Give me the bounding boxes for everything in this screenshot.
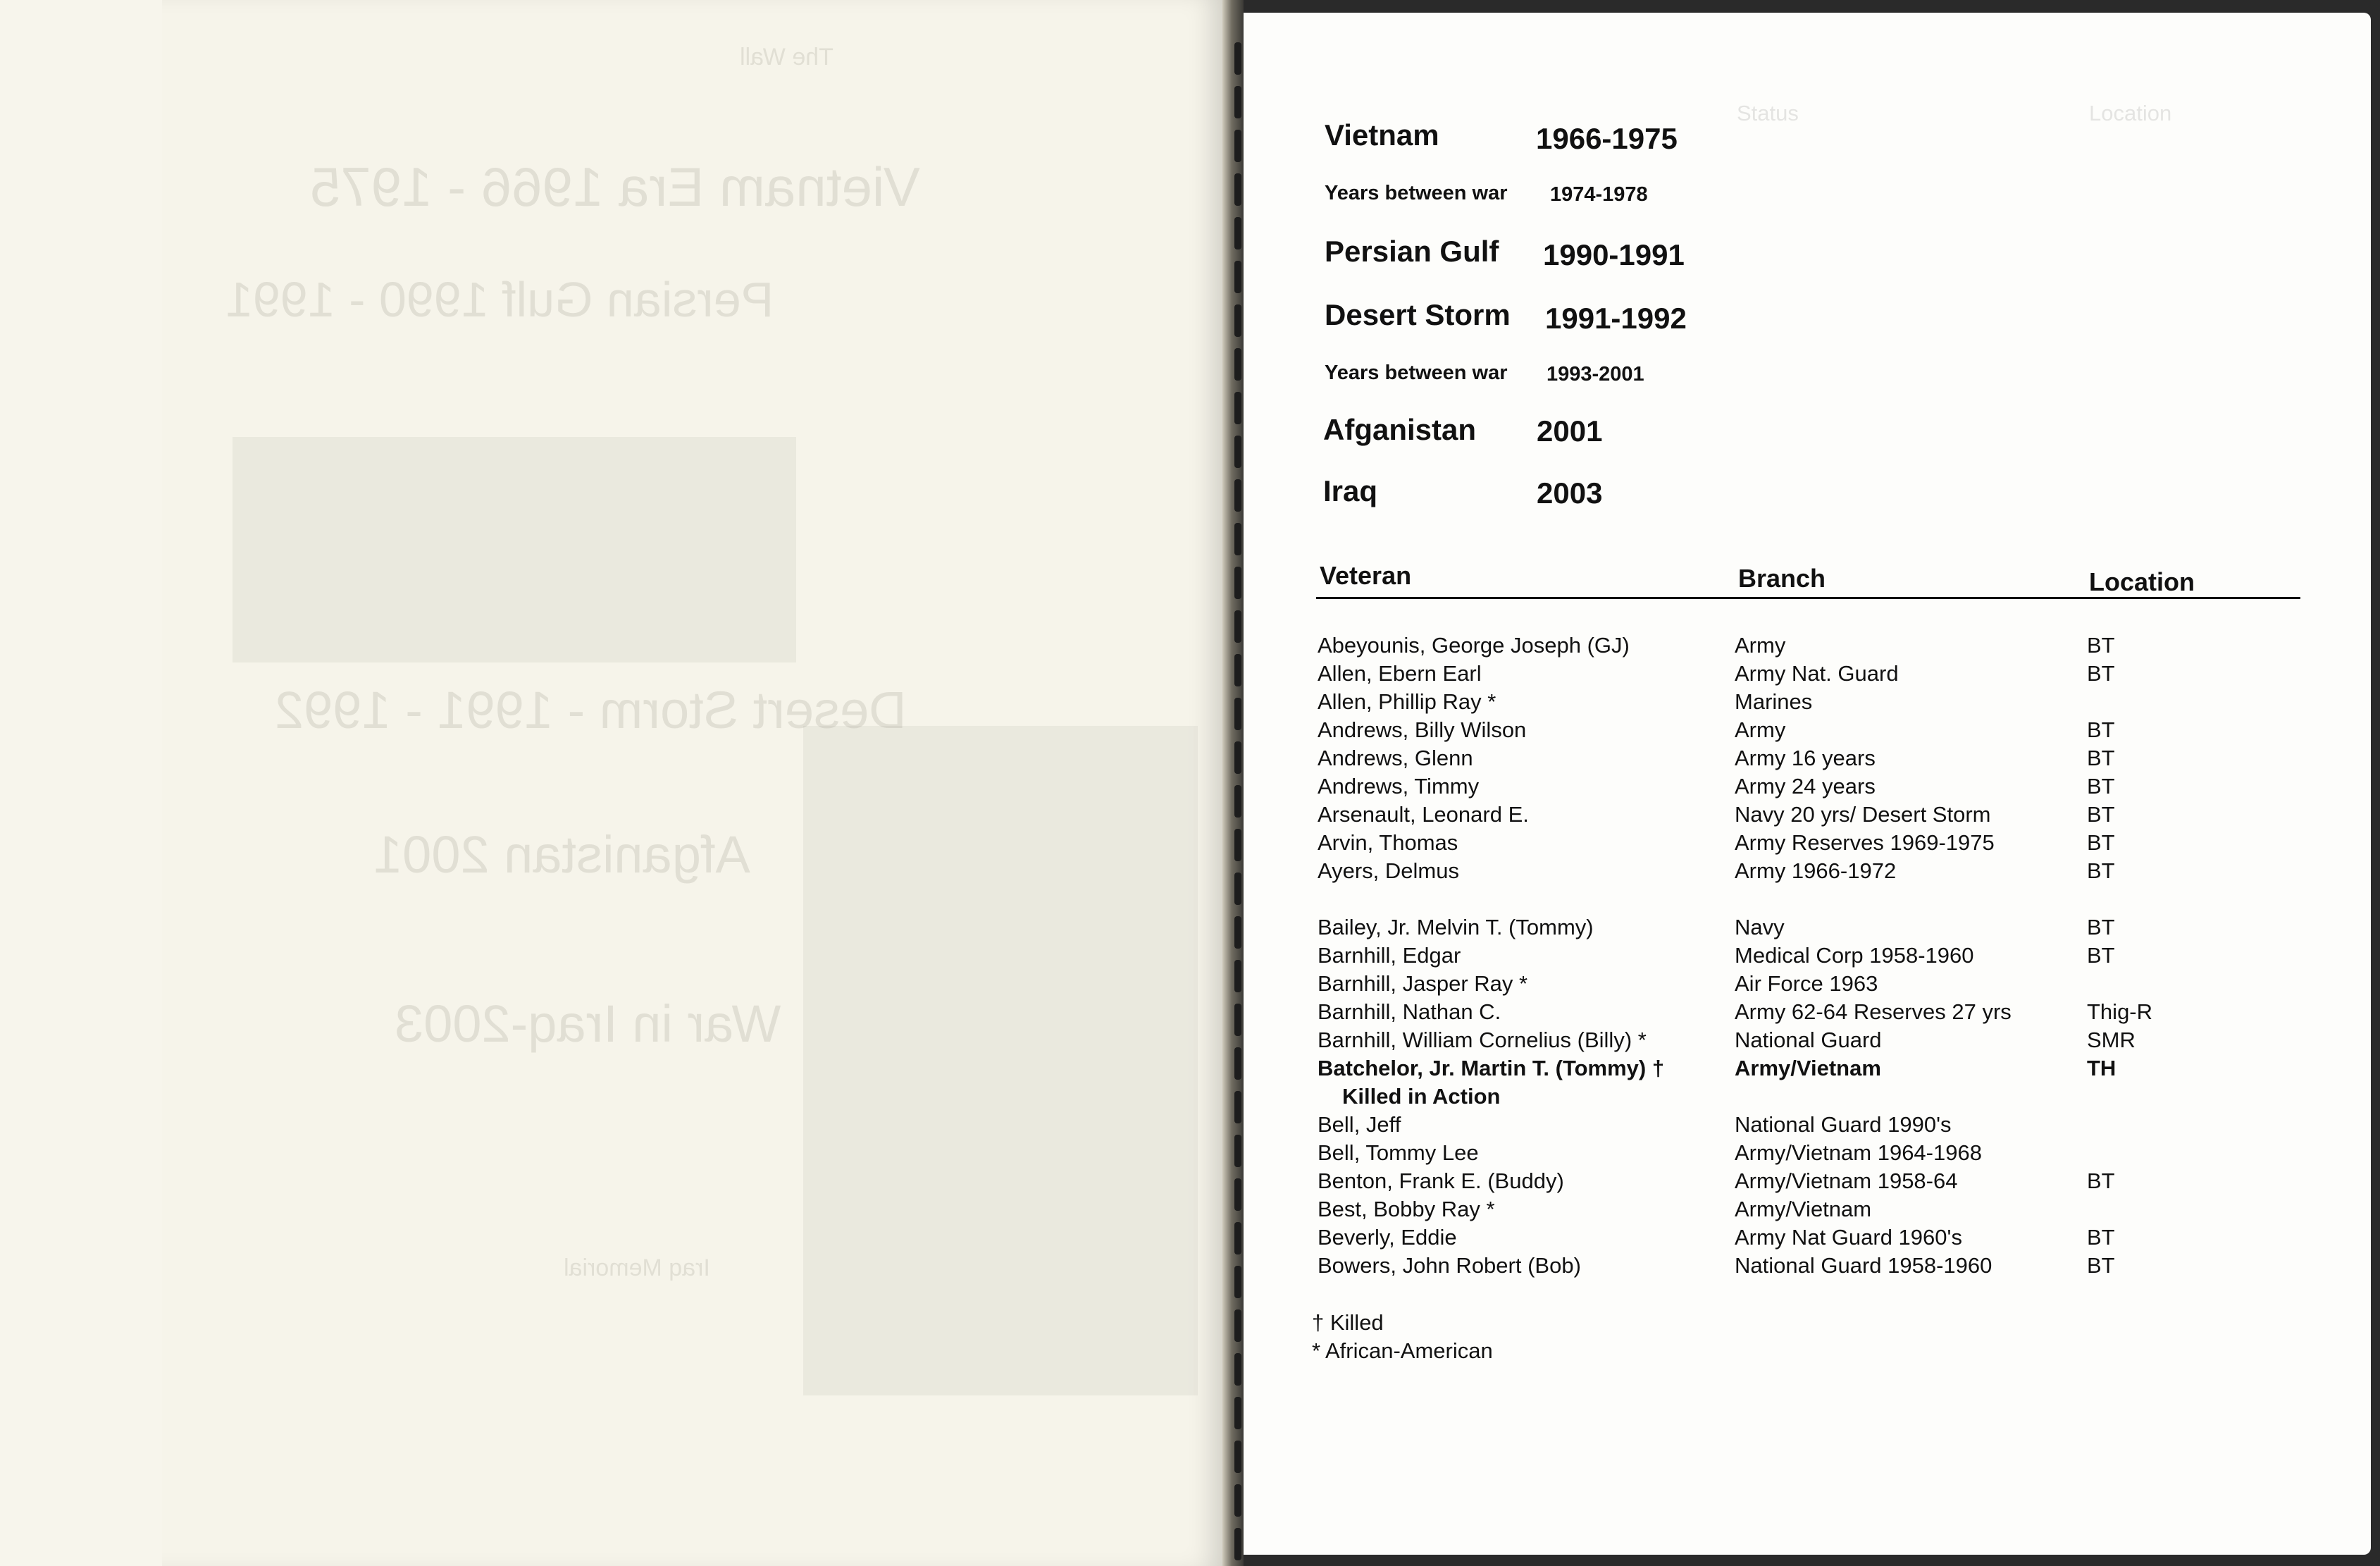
cell-location: BT	[2087, 661, 2115, 686]
binding-coil	[1234, 130, 1241, 162]
cell-veteran: Abeyounis, George Joseph (GJ)	[1318, 633, 1630, 658]
cell-location: BT	[2087, 774, 2115, 799]
binding-coil	[1234, 1178, 1241, 1211]
binding-coil	[1234, 173, 1241, 206]
cell-veteran: Barnhill, Edgar	[1318, 943, 1461, 968]
cell-branch: Navy 20 yrs/ Desert Storm	[1735, 802, 1991, 827]
binding-coil	[1234, 42, 1241, 75]
era-years: 1966-1975	[1536, 122, 1678, 155]
legend-african-american: * African-American	[1312, 1338, 1493, 1363]
cell-branch: Marines	[1735, 689, 1813, 714]
cell-veteran: Barnhill, Jasper Ray *	[1318, 971, 1528, 996]
binding-coil	[1234, 261, 1241, 293]
era-name: Iraq	[1323, 474, 1378, 507]
ghost-text: The Wall	[740, 44, 833, 70]
binding-coil	[1234, 392, 1241, 424]
header-rule	[1316, 597, 2300, 599]
cell-branch: Army/Vietnam 1964-1968	[1735, 1140, 1982, 1165]
binding-coil	[1234, 217, 1241, 249]
binding-coil	[1234, 304, 1241, 337]
binding-coil	[1234, 698, 1241, 730]
binding-coil	[1234, 348, 1241, 381]
binding-coil	[1234, 654, 1241, 686]
binding-coil	[1234, 479, 1241, 512]
legend-killed: † Killed	[1312, 1310, 1384, 1335]
era-name: Afganistan	[1323, 413, 1477, 446]
cell-veteran: Benton, Frank E. (Buddy)	[1318, 1169, 1564, 1193]
cell-veteran: Batchelor, Jr. Martin T. (Tommy) †	[1318, 1056, 1665, 1080]
cell-veteran: Bailey, Jr. Melvin T. (Tommy)	[1318, 915, 1594, 939]
cell-location: BT	[2087, 717, 2115, 742]
column-header-veteran: Veteran	[1320, 561, 1412, 590]
cell-branch: Army 24 years	[1735, 774, 1876, 799]
binding-coil	[1234, 785, 1241, 818]
cell-branch: Army Nat. Guard	[1735, 661, 1899, 686]
cell-location: BT	[2087, 633, 2115, 658]
era-years: 2001	[1537, 414, 1603, 448]
binding-coil	[1234, 1047, 1241, 1080]
cell-branch: National Guard 1990's	[1735, 1112, 1952, 1137]
binding-coil	[1234, 567, 1241, 599]
cell-branch: Navy	[1735, 915, 1785, 939]
page-edge	[0, 0, 51, 1566]
cell-location: TH	[2087, 1056, 2116, 1080]
column-header-location: Location	[2089, 567, 2195, 596]
binding-coil	[1234, 523, 1241, 555]
cell-location: BT	[2087, 1225, 2115, 1250]
cell-branch: Army/Vietnam 1958-64	[1735, 1169, 1958, 1193]
cell-branch: Army	[1735, 717, 1786, 742]
ghost-photo	[803, 726, 1198, 1395]
era-name: Vietnam	[1325, 118, 1439, 152]
cell-branch: National Guard 1958-1960	[1735, 1253, 1992, 1278]
cell-branch: Air Force 1963	[1735, 971, 1878, 996]
cell-veteran: Andrews, Timmy	[1318, 774, 1480, 799]
cell-location: BT	[2087, 943, 2115, 968]
cell-veteran: Allen, Phillip Ray *	[1318, 689, 1496, 714]
cell-location: BT	[2087, 915, 2115, 939]
cell-location: BT	[2087, 1169, 2115, 1193]
ghost-photo	[233, 437, 796, 662]
binding-coil	[1234, 1309, 1241, 1342]
binding-coil	[1234, 1004, 1241, 1036]
era-name: Persian Gulf	[1325, 235, 1499, 268]
cell-veteran: Killed in Action	[1342, 1084, 1501, 1109]
binding-coil	[1234, 1266, 1241, 1298]
cell-branch: Army Reserves 1969-1975	[1735, 830, 1995, 855]
cell-location: BT	[2087, 830, 2115, 855]
cell-veteran: Arvin, Thomas	[1318, 830, 1458, 855]
cell-veteran: Barnhill, William Cornelius (Billy) *	[1318, 1028, 1647, 1052]
binding-coil	[1234, 916, 1241, 949]
cell-location: BT	[2087, 858, 2115, 883]
cell-branch: Army	[1735, 633, 1786, 658]
cell-veteran: Bowers, John Robert (Bob)	[1318, 1253, 1581, 1278]
binding-coil	[1234, 1441, 1241, 1473]
binding-coil	[1234, 1353, 1241, 1386]
ghost-text: Location	[2089, 101, 2172, 125]
binding-coil	[1234, 1222, 1241, 1254]
cell-branch: Army 62-64 Reserves 27 yrs	[1735, 999, 2012, 1024]
era-name: Years between war	[1325, 182, 1508, 204]
cell-veteran: Bell, Tommy Lee	[1318, 1140, 1479, 1165]
column-header-branch: Branch	[1738, 564, 1826, 593]
cell-location: BT	[2087, 1253, 2115, 1278]
ghost-text: Iraq Memorial	[564, 1254, 710, 1281]
era-years: 1990-1991	[1543, 238, 1685, 271]
ghost-text: Persian Gulf 1990 - 1991	[225, 272, 774, 327]
cell-branch: Army Nat Guard 1960's	[1735, 1225, 1962, 1250]
page-edge	[92, 0, 163, 1566]
era-name: Desert Storm	[1325, 298, 1511, 331]
era-name: Years between war	[1325, 362, 1508, 384]
ghost-text: Status	[1737, 101, 1799, 125]
binding-coil	[1234, 1091, 1241, 1123]
right-page	[1244, 13, 2371, 1555]
ghost-text: War in Iraq-2003	[395, 994, 781, 1053]
cell-veteran: Allen, Ebern Earl	[1318, 661, 1482, 686]
cell-veteran: Bell, Jeff	[1318, 1112, 1401, 1137]
cell-veteran: Andrews, Glenn	[1318, 746, 1473, 770]
cell-veteran: Barnhill, Nathan C.	[1318, 999, 1501, 1024]
cell-branch: Medical Corp 1958-1960	[1735, 943, 1974, 968]
cell-branch: Army 1966-1972	[1735, 858, 1897, 883]
binding-coil	[1234, 610, 1241, 643]
binding-coil	[1234, 873, 1241, 905]
binding-coil	[1234, 1135, 1241, 1167]
ghost-text: Vietnam Era 1966 - 1975	[310, 156, 920, 218]
cell-location: BT	[2087, 746, 2115, 770]
cell-location: Thig-R	[2087, 999, 2153, 1024]
binding-coil	[1234, 1528, 1241, 1560]
left-page	[162, 0, 1222, 1566]
era-years: 2003	[1537, 476, 1603, 510]
page-edge	[49, 0, 93, 1566]
cell-branch: Army 16 years	[1735, 746, 1876, 770]
cell-veteran: Andrews, Billy Wilson	[1318, 717, 1527, 742]
ghost-text: Afganistan 2001	[373, 825, 750, 884]
era-years: 1993-2001	[1547, 363, 1644, 386]
cell-branch: Army/Vietnam	[1735, 1056, 1881, 1080]
cell-branch: Army/Vietnam	[1735, 1197, 1872, 1221]
binding-coil	[1234, 1484, 1241, 1517]
binding-coil	[1234, 960, 1241, 992]
cell-location: BT	[2087, 802, 2115, 827]
era-years: 1991-1992	[1545, 302, 1687, 335]
binding-coil	[1234, 86, 1241, 118]
ghost-text: Desert Storm - 1991 - 1992	[275, 681, 907, 739]
era-years: 1974-1978	[1550, 183, 1648, 206]
binding-coil	[1234, 741, 1241, 774]
binding-coil	[1234, 829, 1241, 861]
cell-branch: National Guard	[1735, 1028, 1882, 1052]
cell-veteran: Best, Bobby Ray *	[1318, 1197, 1495, 1221]
binding-coil	[1234, 436, 1241, 468]
binding-coil	[1234, 1397, 1241, 1429]
cell-veteran: Ayers, Delmus	[1318, 858, 1459, 883]
cell-veteran: Beverly, Eddie	[1318, 1225, 1457, 1250]
cell-veteran: Arsenault, Leonard E.	[1318, 802, 1529, 827]
cell-location: SMR	[2087, 1028, 2136, 1052]
